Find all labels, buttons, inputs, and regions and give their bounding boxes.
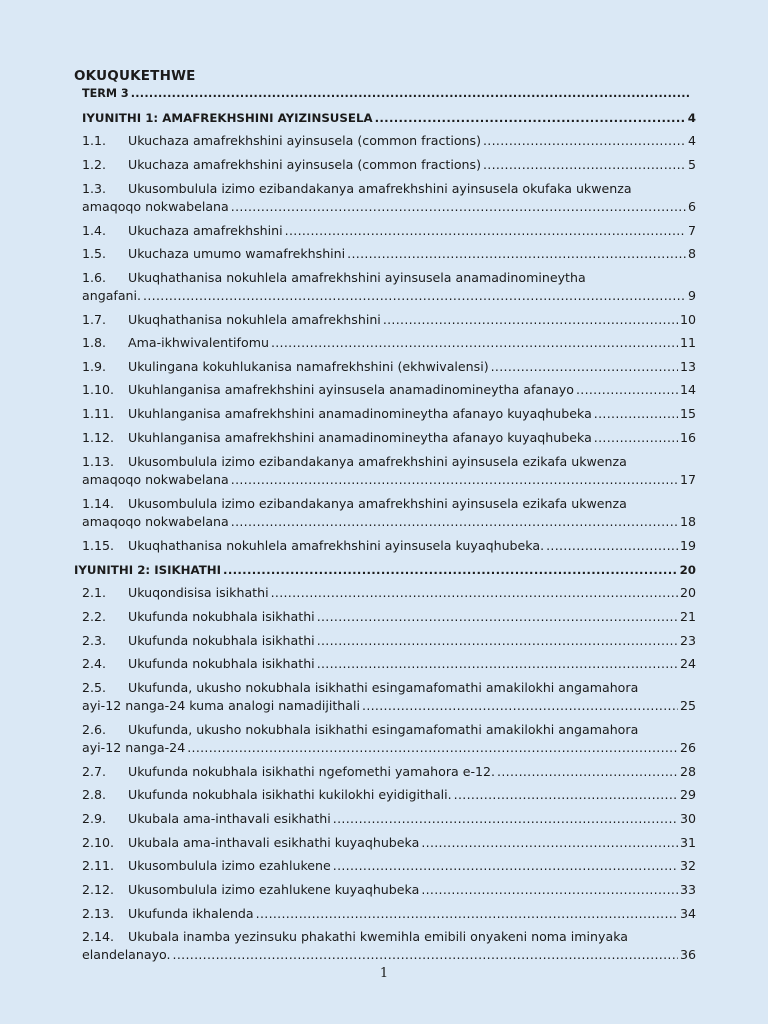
toc-entry-number: 1.1. bbox=[82, 133, 107, 148]
toc-entry[interactable] bbox=[82, 763, 696, 781]
toc-entry-text: Ukusombulula izimo ezibandakanya amafrekhshini ayinsusela ezikafa ukwenza bbox=[128, 454, 627, 469]
toc-entry-number: 1.2. bbox=[82, 157, 107, 172]
toc-entry-page: 5 bbox=[687, 157, 696, 172]
toc-entry-page: 7 bbox=[687, 223, 696, 238]
toc-entry-text: Ukuqhathanisa nokuhlela amafrekhshini ayinsusela kuyaqhubeka. bbox=[128, 538, 545, 553]
toc-entry-text: Ukusombulula izimo ezibandakanya amafrekhshini ayinsusela ezikafa ukwenza bbox=[128, 496, 627, 511]
toc-entry-number: 1.15. bbox=[82, 538, 115, 553]
toc-entry-page: 26 bbox=[679, 740, 696, 755]
toc-entry-text: Ukubala inamba yezinsuku phakathi kwemihla emibili onyakeni noma iminyaka bbox=[128, 929, 628, 944]
toc-entry-number: 2.6. bbox=[82, 722, 107, 737]
toc-entry-text: Ukuhlanganisa amafrekhshini anamadinomineytha afanayo kuyaqhubeka bbox=[128, 406, 592, 421]
toc-entry[interactable] bbox=[82, 222, 696, 240]
toc-entry[interactable] bbox=[82, 381, 696, 399]
dot-leader bbox=[594, 429, 678, 447]
toc-entry[interactable] bbox=[82, 334, 696, 352]
toc-entry-text: Ukuhlanganisa amafrekhshini ayinsusela anamadinomineytha afanayo bbox=[128, 382, 574, 397]
dot-leader bbox=[333, 857, 678, 875]
toc-entry-line bbox=[82, 180, 632, 198]
dot-leader bbox=[454, 786, 678, 804]
toc-entry-page: 32 bbox=[679, 858, 696, 873]
toc-entry-number: 1.4. bbox=[82, 223, 107, 238]
dot-leader bbox=[375, 109, 686, 127]
toc-entry[interactable] bbox=[82, 156, 696, 174]
toc-entry[interactable] bbox=[82, 358, 696, 376]
toc-entry-text-continued: angafani. bbox=[82, 288, 142, 303]
toc-entry-line bbox=[82, 721, 638, 739]
toc-entry-number: 1.8. bbox=[82, 335, 107, 350]
toc-entry-text: Ukuqondisisa isikhathi bbox=[128, 585, 269, 600]
toc-entry[interactable] bbox=[82, 608, 696, 626]
dot-leader bbox=[317, 608, 678, 626]
toc-entry-number: 2.13. bbox=[82, 906, 115, 921]
toc-entry-text: Ukubala ama-inthavali esikhathi bbox=[128, 811, 331, 826]
dot-leader bbox=[421, 834, 678, 852]
toc-entry-page: 33 bbox=[679, 882, 696, 897]
dot-leader bbox=[231, 198, 686, 216]
toc-entry[interactable] bbox=[82, 584, 696, 602]
toc-entry-page: 20 bbox=[679, 563, 696, 577]
toc-entry-page: 4 bbox=[687, 133, 696, 148]
dot-leader bbox=[347, 245, 686, 263]
toc-entry[interactable] bbox=[82, 786, 696, 804]
toc-entry-number: 1.10. bbox=[82, 382, 115, 397]
toc-entry-text: Ukufunda nokubhala isikhathi kukilokhi eyidigithali. bbox=[128, 787, 452, 802]
page-number: 1 bbox=[379, 966, 389, 981]
toc-entry-page: 19 bbox=[679, 538, 696, 553]
toc-entry-page: 15 bbox=[679, 406, 696, 421]
toc-entry-page: 9 bbox=[687, 288, 696, 303]
toc-entry-number: 1.13. bbox=[82, 454, 115, 469]
dot-leader bbox=[271, 334, 678, 352]
toc-entry-number: 1.14. bbox=[82, 496, 115, 511]
toc-entry[interactable] bbox=[82, 513, 696, 531]
toc-entry-number: 1.5. bbox=[82, 246, 107, 261]
toc-heading[interactable] bbox=[74, 561, 696, 579]
toc-entry-number: 2.10. bbox=[82, 835, 115, 850]
toc-entry-page: 11 bbox=[679, 335, 696, 350]
dot-leader bbox=[271, 584, 678, 602]
toc-entry-number: 1.7. bbox=[82, 312, 107, 327]
toc-entry-number: 2.8. bbox=[82, 787, 107, 802]
toc-entry[interactable] bbox=[82, 739, 696, 757]
toc-entry-number: 1.11. bbox=[82, 406, 115, 421]
dot-leader bbox=[546, 537, 678, 555]
toc-entry-page: 4 bbox=[687, 111, 696, 125]
toc-entry[interactable] bbox=[82, 655, 696, 673]
toc-entry-page: 36 bbox=[679, 947, 696, 962]
toc-entry-page: 31 bbox=[679, 835, 696, 850]
toc-entry-text: Ukuchaza umumo wamafrekhshini bbox=[128, 246, 346, 261]
toc-entry-page: 29 bbox=[679, 787, 696, 802]
toc-entry-page: 24 bbox=[679, 656, 696, 671]
toc-entry-number: 2.9. bbox=[82, 811, 107, 826]
toc-entry-text: Ukusombulula izimo ezibandakanya amafrekhshini ayinsusela okufaka ukwenza bbox=[128, 181, 632, 196]
toc-entry-page: 14 bbox=[679, 382, 696, 397]
toc-heading-text: TERM 3 bbox=[82, 87, 129, 100]
toc-entry-page: 17 bbox=[679, 472, 696, 487]
dot-leader bbox=[421, 881, 678, 899]
toc-entry-page: 6 bbox=[687, 199, 696, 214]
toc-heading[interactable] bbox=[82, 85, 692, 103]
toc-heading-text: IYUNITHI 2: ISIKHATHI bbox=[74, 563, 222, 577]
toc-entry-text-continued: ayi-12 nanga-24 kuma analogi namadijithali bbox=[82, 698, 361, 713]
toc-entry-text: Ukufunda nokubhala isikhathi bbox=[128, 609, 315, 624]
toc-entry[interactable] bbox=[82, 429, 696, 447]
toc-entry-text: Ukusombulula izimo ezahlukene bbox=[128, 858, 331, 873]
toc-entry-number: 1.12. bbox=[82, 430, 115, 445]
toc-entry-page: 13 bbox=[679, 359, 696, 374]
toc-entry-text-continued: amaqoqo nokwabelana bbox=[82, 514, 229, 529]
dot-leader bbox=[333, 810, 678, 828]
toc-entry-line bbox=[82, 269, 586, 287]
toc-entry-page: 28 bbox=[679, 764, 696, 779]
toc-entry-page: 10 bbox=[679, 312, 696, 327]
toc-entry-text: Ukulingana kokuhlukanisa namafrekhshini (ekhwivalensi) bbox=[128, 359, 489, 374]
toc-entry[interactable] bbox=[82, 834, 696, 852]
dot-leader bbox=[383, 311, 678, 329]
toc-entry-page: 23 bbox=[679, 633, 696, 648]
toc-entry-text-continued: elandelanayo. bbox=[82, 947, 171, 962]
dot-leader bbox=[256, 905, 678, 923]
toc-entry-page: 16 bbox=[679, 430, 696, 445]
toc-entry-line bbox=[82, 679, 638, 697]
dot-leader bbox=[143, 287, 686, 305]
toc-entry-number: 2.4. bbox=[82, 656, 107, 671]
toc-entry[interactable] bbox=[82, 245, 696, 263]
toc-entry-text: Ukufunda nokubhala isikhathi ngefomethi yamahora e-12. bbox=[128, 764, 496, 779]
toc-entry[interactable] bbox=[82, 810, 696, 828]
toc-entry-text: Ukufunda nokubhala isikhathi bbox=[128, 656, 315, 671]
dot-leader bbox=[223, 561, 678, 579]
toc-entry-number: 2.7. bbox=[82, 764, 107, 779]
dot-leader bbox=[483, 132, 686, 150]
toc-entry-number: 2.2. bbox=[82, 609, 107, 624]
toc-entry-page: 30 bbox=[679, 811, 696, 826]
toc-entry-number: 2.3. bbox=[82, 633, 107, 648]
dot-leader bbox=[491, 358, 678, 376]
dot-leader bbox=[231, 471, 678, 489]
toc-entry[interactable] bbox=[82, 198, 696, 216]
dot-leader bbox=[497, 763, 678, 781]
toc-entry-number: 1.3. bbox=[82, 181, 107, 196]
toc-entry[interactable] bbox=[82, 946, 696, 964]
toc-entry-text: Ukufunda nokubhala isikhathi bbox=[128, 633, 315, 648]
toc-entry-line bbox=[82, 495, 627, 513]
dot-leader bbox=[231, 513, 678, 531]
toc-entry[interactable] bbox=[82, 287, 696, 305]
toc-entry-text: Ukuqhathanisa nokuhlela amafrekhshini ayinsusela anamadinomineytha bbox=[128, 270, 586, 285]
toc-entry[interactable] bbox=[82, 905, 696, 923]
toc-entry-page: 21 bbox=[679, 609, 696, 624]
toc-entry-line bbox=[82, 453, 627, 471]
toc-entry[interactable] bbox=[82, 537, 696, 555]
toc-entry[interactable] bbox=[82, 405, 696, 423]
dot-leader bbox=[483, 156, 686, 174]
dot-leader bbox=[317, 632, 678, 650]
toc-entry-page: 18 bbox=[679, 514, 696, 529]
toc-entry[interactable] bbox=[82, 311, 696, 329]
toc-entry-text: Ukuchaza amafrekhshini bbox=[128, 223, 283, 238]
toc-entry-number: 2.5. bbox=[82, 680, 107, 695]
toc-entry-number: 1.9. bbox=[82, 359, 107, 374]
dot-leader bbox=[285, 222, 686, 240]
toc-entry-number: 2.14. bbox=[82, 929, 115, 944]
toc-entry-number: 2.11. bbox=[82, 858, 115, 873]
dot-leader bbox=[362, 697, 678, 715]
toc-entry-text: Ama-ikhwivalentifomu bbox=[128, 335, 269, 350]
toc-entry[interactable] bbox=[82, 471, 696, 489]
dot-leader bbox=[317, 655, 678, 673]
toc-entry-text: Ukuqhathanisa nokuhlela amafrekhshini bbox=[128, 312, 381, 327]
toc-entry-page: 8 bbox=[687, 246, 696, 261]
toc-entry-page: 25 bbox=[679, 698, 696, 713]
toc-entry-text: Ukuchaza amafrekhshini ayinsusela (common fractions) bbox=[128, 133, 481, 148]
toc-entry-text: Ukusombulula izimo ezahlukene kuyaqhubeka bbox=[128, 882, 420, 897]
toc-entry[interactable] bbox=[82, 857, 696, 875]
dot-leader bbox=[594, 405, 678, 423]
toc-entry-text-continued: amaqoqo nokwabelana bbox=[82, 199, 229, 214]
dot-leader bbox=[187, 739, 678, 757]
dot-leader bbox=[576, 381, 678, 399]
toc-entry-text: Ukufunda, ukusho nokubhala isikhathi esingamafomathi amakilokhi angamahora bbox=[128, 722, 639, 737]
toc-entry-text-continued: amaqoqo nokwabelana bbox=[82, 472, 229, 487]
toc-entry-text: Ukufunda, ukusho nokubhala isikhathi esingamafomathi amakilokhi angamahora bbox=[128, 680, 639, 695]
dot-leader bbox=[173, 946, 678, 964]
dot-leader bbox=[131, 85, 690, 103]
toc-entry-text-continued: ayi-12 nanga-24 bbox=[82, 740, 186, 755]
toc-entry-text: Ukufunda ikhalenda bbox=[128, 906, 254, 921]
toc-entry[interactable] bbox=[82, 697, 696, 715]
toc-entry[interactable] bbox=[82, 132, 696, 150]
toc-heading[interactable] bbox=[82, 109, 696, 127]
toc-entry-number: 2.1. bbox=[82, 585, 107, 600]
toc-entry-number: 2.12. bbox=[82, 882, 115, 897]
toc-heading-text: IYUNITHI 1: AMAFREKHSHINI AYIZINSUSELA bbox=[82, 111, 373, 125]
toc-entry[interactable] bbox=[82, 632, 696, 650]
toc-entry-text: Ukubala ama-inthavali esikhathi kuyaqhubeka bbox=[128, 835, 420, 850]
toc-entry[interactable] bbox=[82, 881, 696, 899]
toc-entry-number: 1.6. bbox=[82, 270, 107, 285]
toc-entry-page: 20 bbox=[679, 585, 696, 600]
toc-title: OKUQUKETHWE bbox=[74, 68, 196, 84]
toc-entry-text: Ukuhlanganisa amafrekhshini anamadinomineytha afanayo kuyaqhubeka bbox=[128, 430, 592, 445]
toc-entry-page: 34 bbox=[679, 906, 696, 921]
toc-entry-line bbox=[82, 928, 628, 946]
toc-entry-text: Ukuchaza amafrekhshini ayinsusela (common fractions) bbox=[128, 157, 481, 172]
